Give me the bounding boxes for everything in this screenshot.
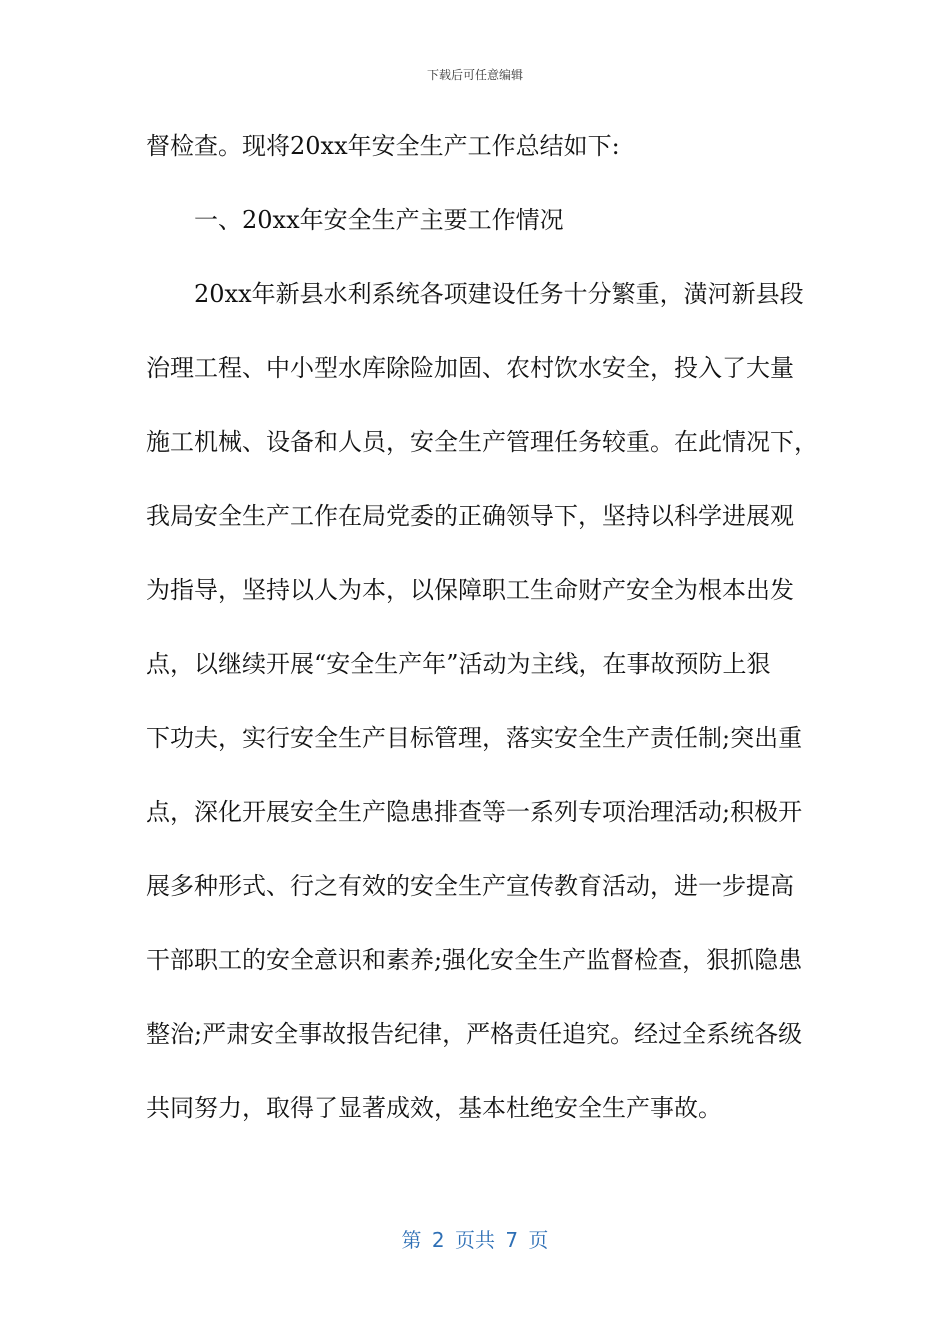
section-heading: 一、20xx年安全生产主要工作情况 [194, 206, 564, 234]
text-line: 施工机械、设备和人员，安全生产管理任务较重。在此情况下， [146, 428, 818, 456]
text-line: 共同努力，取得了显著成效，基本杜绝安全生产事故。 [146, 1094, 722, 1122]
text-line: 干部职工的安全意识和素养;强化安全生产监督检查，狠抓隐患 [146, 946, 803, 974]
text-line: 展多种形式、行之有效的安全生产宣传教育活动，进一步提高 [146, 872, 794, 900]
text-line: 下功夫，实行安全生产目标管理，落实安全生产责任制;突出重 [146, 724, 803, 752]
text-line: 督检查。现将20xx年安全生产工作总结如下: [146, 132, 620, 160]
header-note: 下载后可任意编辑 [426, 68, 523, 82]
text-line: 点，以继续开展“安全生产年”活动为主线，在事故预防上狠 [146, 650, 771, 678]
page-number: 第 2 页共 7 页 [401, 1228, 549, 1252]
text-line: 我局安全生产工作在局党委的正确领导下，坚持以科学进展观 [146, 502, 794, 530]
text-line: 治理工程、中小型水库除险加固、农村饮水安全，投入了大量 [146, 354, 794, 382]
document-body [146, 124, 818, 1160]
text-line: 点，深化开展安全生产隐患排查等一系列专项治理活动;积极开 [146, 798, 803, 826]
text-line: 20xx年新县水利系统各项建设任务十分繁重，潢河新县段 [194, 280, 804, 308]
text-line: 整治;严肃安全事故报告纪律，严格责任追究。经过全系统各级 [146, 1020, 803, 1048]
text-line: 为指导，坚持以人为本，以保障职工生命财产安全为根本出发 [146, 576, 794, 604]
